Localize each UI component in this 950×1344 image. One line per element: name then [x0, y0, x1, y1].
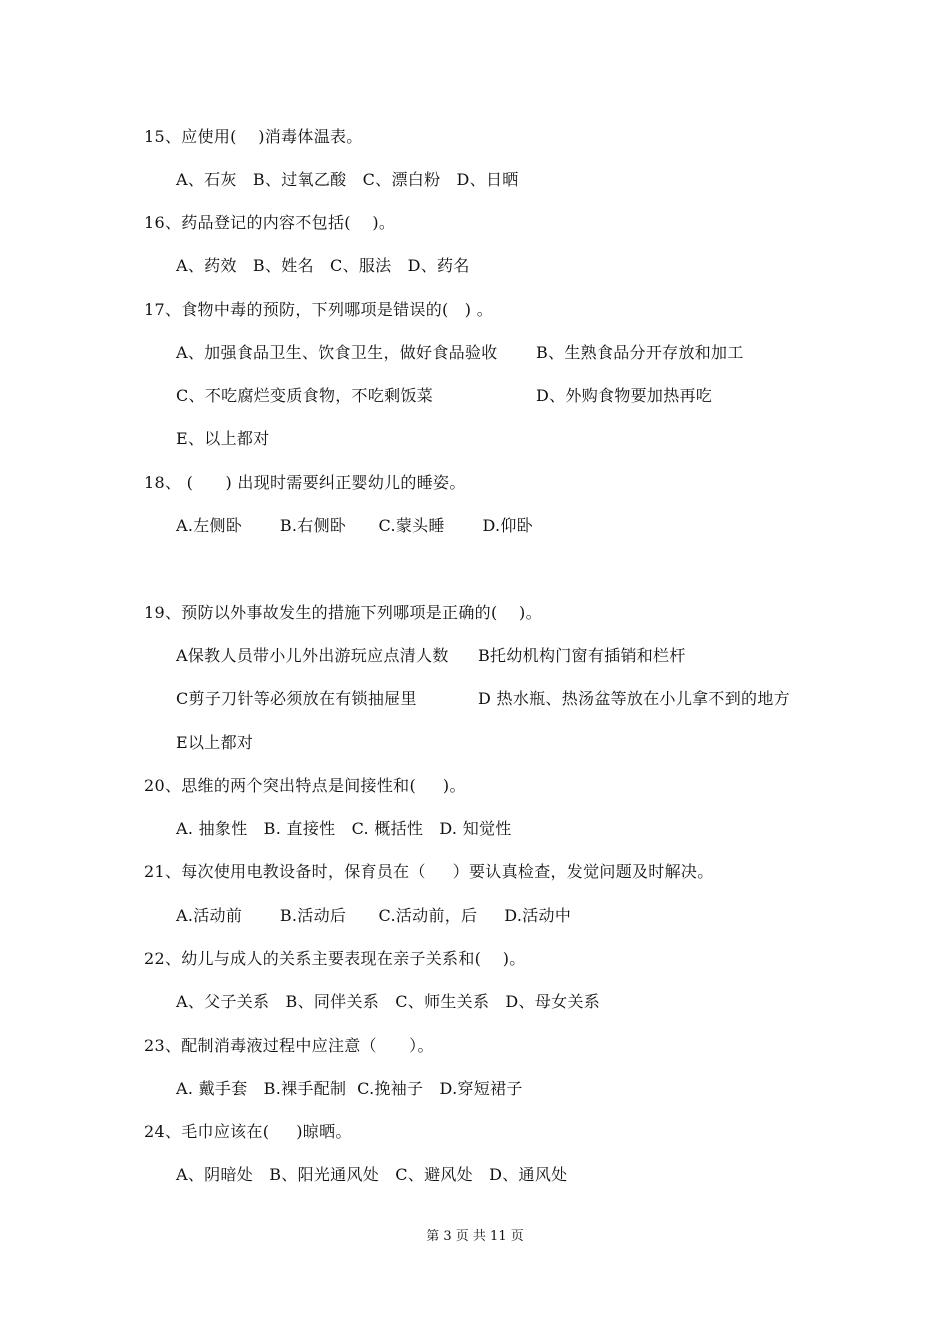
question-19-option-b: B托幼机构门窗有插销和栏杆 [478, 646, 686, 665]
question-17-option-b: B、生熟食品分开存放和加工 [536, 343, 744, 362]
question-23: 23、配制消毒液过程中应注意（ ）。 [144, 1036, 434, 1055]
question-18-options: A.左侧卧 B.右侧卧 C.蒙头睡 D.仰卧 [176, 516, 534, 535]
question-22-options: A、父子关系 B、同伴关系 C、师生关系 D、母女关系 [176, 992, 601, 1011]
question-15: 15、应使用( )消毒体温表。 [144, 127, 363, 146]
question-17-option-c: C、不吃腐烂变质食物，不吃剩饭菜 [176, 386, 434, 405]
question-23-options: A. 戴手套 B.裸手配制 C.挽袖子 D.穿短裙子 [176, 1079, 523, 1098]
question-17-option-e: E、以上都对 [176, 429, 270, 448]
question-17-option-d: D、外购食物要加热再吃 [536, 386, 713, 405]
question-24-options: A、阴暗处 B、阳光通风处 C、避风处 D、通风处 [176, 1165, 568, 1184]
question-19: 19、预防以外事故发生的措施下列哪项是正确的( )。 [144, 603, 542, 622]
question-17-option-a: A、加强食品卫生、饮食卫生，做好食品验收 [176, 343, 498, 362]
question-20-options: A. 抽象性 B. 直接性 C. 概括性 D. 知觉性 [176, 819, 512, 838]
question-21: 21、每次使用电教设备时，保育员在（ ）要认真检查，发觉问题及时解决。 [144, 862, 714, 881]
page-number-footer: 第 3 页 共 11 页 [426, 1229, 524, 1244]
question-16: 16、药品登记的内容不包括( )。 [144, 213, 396, 232]
question-21-options: A.活动前 B.活动后 C.活动前，后 D.活动中 [176, 906, 572, 925]
question-19-option-c: C剪子刀针等必须放在有锁抽屉里 [176, 689, 417, 708]
question-18: 18、 ( ) 出现时需要纠正婴幼儿的睡姿。 [144, 473, 466, 492]
question-19-option-d: D 热水瓶、热汤盆等放在小儿拿不到的地方 [478, 689, 790, 708]
question-15-options: A、石灰 B、过氧乙酸 C、漂白粉 D、日晒 [176, 170, 519, 189]
question-20: 20、思维的两个突出特点是间接性和( )。 [144, 776, 466, 795]
question-16-options: A、药效 B、姓名 C、服法 D、药名 [176, 256, 470, 275]
question-19-option-e: E以上都对 [176, 733, 254, 752]
question-17: 17、食物中毒的预防，下列哪项是错误的( ) 。 [144, 300, 493, 319]
question-24: 24、毛巾应该在( )晾晒。 [144, 1122, 352, 1141]
question-19-option-a: A保教人员带小儿外出游玩应点清人数 [176, 646, 449, 665]
question-22: 22、幼儿与成人的关系主要表现在亲子关系和( )。 [144, 949, 526, 968]
